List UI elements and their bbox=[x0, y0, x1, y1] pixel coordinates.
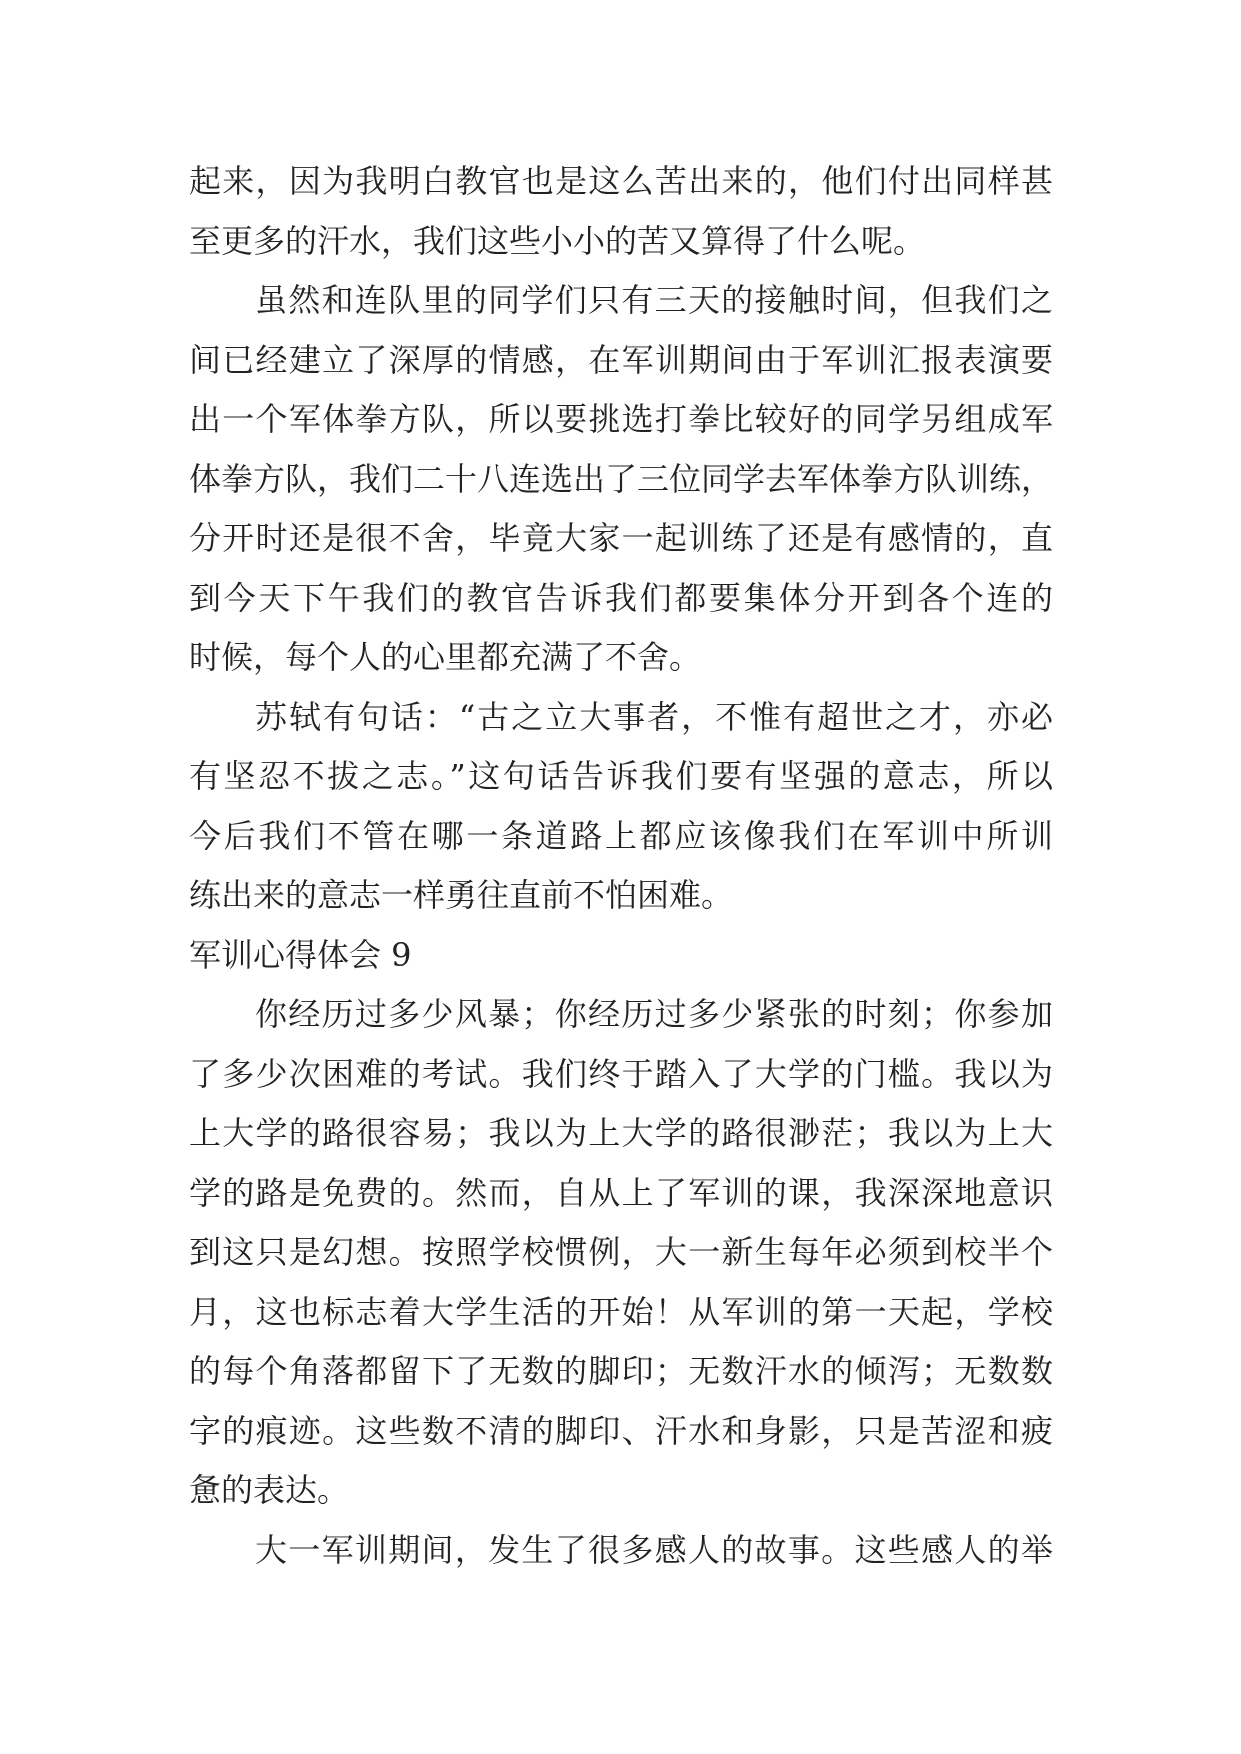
section-heading: 军训心得体会 9 bbox=[189, 935, 412, 974]
text-line: 大一军训期间，发生了很多感人的故事。这些感人的举 bbox=[255, 1530, 1053, 1569]
text-line: 字的痕迹。这些数不清的脚印、汗水和身影，只是苦涩和疲 bbox=[189, 1411, 1053, 1450]
text-line: 了多少次困难的考试。我们终于踏入了大学的门槛。我以为 bbox=[189, 1054, 1053, 1093]
paragraph bbox=[189, 688, 1053, 926]
text-line: 到这只是幻想。按照学校惯例，大一新生每年必须到校半个 bbox=[189, 1233, 1053, 1271]
text-line: 时候，每个人的心里都充满了不舍。 bbox=[189, 638, 702, 676]
text-line: 到今天下午我们的教官告诉我们都要集体分开到各个连的 bbox=[189, 578, 1053, 617]
paragraph bbox=[189, 271, 1053, 688]
paragraph bbox=[189, 985, 1053, 1521]
text-line: 苏轼有句话：“古之立大事者，不惟有超世之才，亦必 bbox=[255, 697, 1053, 736]
text-line: 虽然和连队里的同学们只有三天的接触时间，但我们之 bbox=[255, 281, 1053, 319]
text-line: 惫的表达。 bbox=[189, 1471, 350, 1509]
text-line: 分开时还是很不舍，毕竟大家一起训练了还是有感情的，直 bbox=[189, 519, 1053, 557]
text-line: 体拳方队，我们二十八连选出了三位同学去军体拳方队训练， bbox=[189, 459, 1054, 498]
text-line: 起来，因为我明白教官也是这么苦出来的，他们付出同样甚 bbox=[189, 162, 1053, 200]
text-line: 至更多的汗水，我们这些小小的苦又算得了什么呢。 bbox=[189, 221, 926, 260]
text-line: 学的路是免费的。然而，自从上了军训的课，我深深地意识 bbox=[189, 1173, 1053, 1212]
text-line: 月，这也标志着大学生活的开始！从军训的第一天起，学校 bbox=[189, 1292, 1053, 1331]
text-line: 的每个角落都留下了无数的脚印；无数汗水的倾泻；无数数 bbox=[189, 1352, 1053, 1390]
text-line: 今后我们不管在哪一条道路上都应该像我们在军训中所训 bbox=[189, 816, 1053, 855]
paragraph bbox=[189, 152, 1053, 271]
text-line: 上大学的路很容易；我以为上大学的路很渺茫；我以为上大 bbox=[189, 1114, 1053, 1152]
document-page bbox=[189, 152, 1053, 1580]
paragraph bbox=[189, 1521, 1053, 1581]
text-line: 练出来的意志一样勇往直前不怕困难。 bbox=[189, 876, 734, 914]
text-line: 你经历过多少风暴；你经历过多少紧张的时刻；你参加 bbox=[255, 995, 1053, 1033]
text-line: 间已经建立了深厚的情感，在军训期间由于军训汇报表演要 bbox=[189, 340, 1053, 379]
text-line: 出一个军体拳方队，所以要挑选打拳比较好的同学另组成军 bbox=[189, 400, 1053, 438]
text-line: 有坚忍不拔之志。”这句话告诉我们要有坚强的意志，所以 bbox=[189, 757, 1053, 795]
